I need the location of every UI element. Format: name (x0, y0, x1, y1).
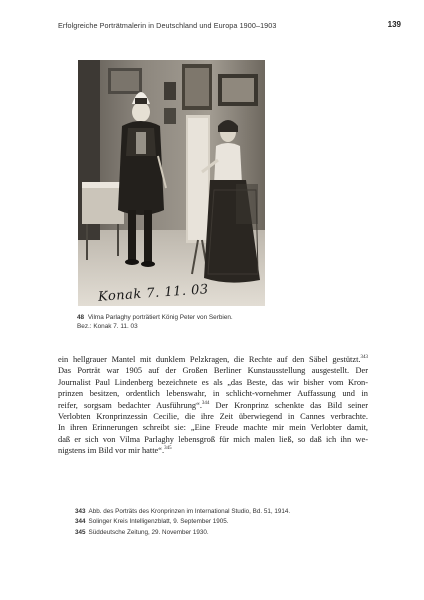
footnote-number: 344 (75, 518, 86, 526)
running-head: Erfolgreiche Porträtmalerin in Deutschland und Europa 1900–1903 (58, 21, 277, 30)
footnote-ref-343[interactable]: 343 (360, 355, 368, 361)
figure-caption (77, 313, 233, 331)
figure-number: 48 (77, 314, 85, 321)
body-line: prinzen besitzen, ordentlich lebenswahr, in schlicht-vornehmer Auffassung und in (58, 389, 368, 399)
footnote-345 (75, 528, 375, 538)
body-text (58, 354, 368, 457)
body-line: reifer, sorgsam bedachter Ausführung“.$^{344}$ Der Kronprinz schenkte das Bild seiner (58, 400, 368, 410)
footnote-344 (75, 517, 375, 527)
footnote-ref-345[interactable]: 345 (164, 446, 172, 452)
photo-signature: Konak 7. 11. 03 (97, 282, 210, 305)
caption-line-2: Bez.: Konak 7. 11. 03 (77, 323, 138, 330)
body-line: Das Porträt war 1905 auf der Großen Berliner Kunstausstellung ausgestellt. Der (58, 366, 368, 376)
footnote-343 (75, 507, 375, 517)
caption-line-1 (77, 313, 233, 322)
historical-photograph (78, 60, 265, 306)
body-line: daß er sich von Vilma Parlaghy lebensgroß für mich malen ließ, so daß ich ihn we- (58, 434, 368, 444)
body-line: nigstens im Bild vor mir hatte“.$^{345}$ (58, 446, 172, 456)
footnote-ref-344[interactable]: 344 (201, 400, 210, 406)
photo-illustration (78, 60, 265, 306)
footnote-text: Solinger Kreis Intelligenzblatt, 9. September 1905. (88, 518, 229, 526)
footnote-text: Abb. des Porträts des Kronprinzen im International Studio, Bd. 51, 1914. (88, 508, 291, 515)
body-line: Journalist Paul Lindenberg bezeichnete es als „das Beste, das wir bisher vom Kron- (58, 377, 368, 387)
caption-text: Vilma Parlaghy porträtiert König Peter von Serbien. (87, 314, 233, 321)
body-line: In ihren Erinnerungen schreibt sie: „Eine Freude machte mir mein Verlobter damit, (58, 423, 368, 433)
footnote-number: 343 (75, 508, 86, 515)
page-number: 139 (387, 20, 401, 29)
body-line: ein hellgrauer Mantel mit dunklem Pelzkragen, die Rechte auf den Säbel gestützt.$^{343}$ (58, 355, 368, 364)
body-line: Verlobten Kronprinzessin Cecilie, die ihre Zeit überwiegend in Cannes verbrachte. (58, 412, 368, 422)
footnote-text: Süddeutsche Zeitung, 29. November 1930. (88, 528, 209, 536)
body-paragraph (58, 354, 368, 457)
footnotes (75, 507, 375, 538)
footnote-number: 345 (75, 528, 86, 536)
